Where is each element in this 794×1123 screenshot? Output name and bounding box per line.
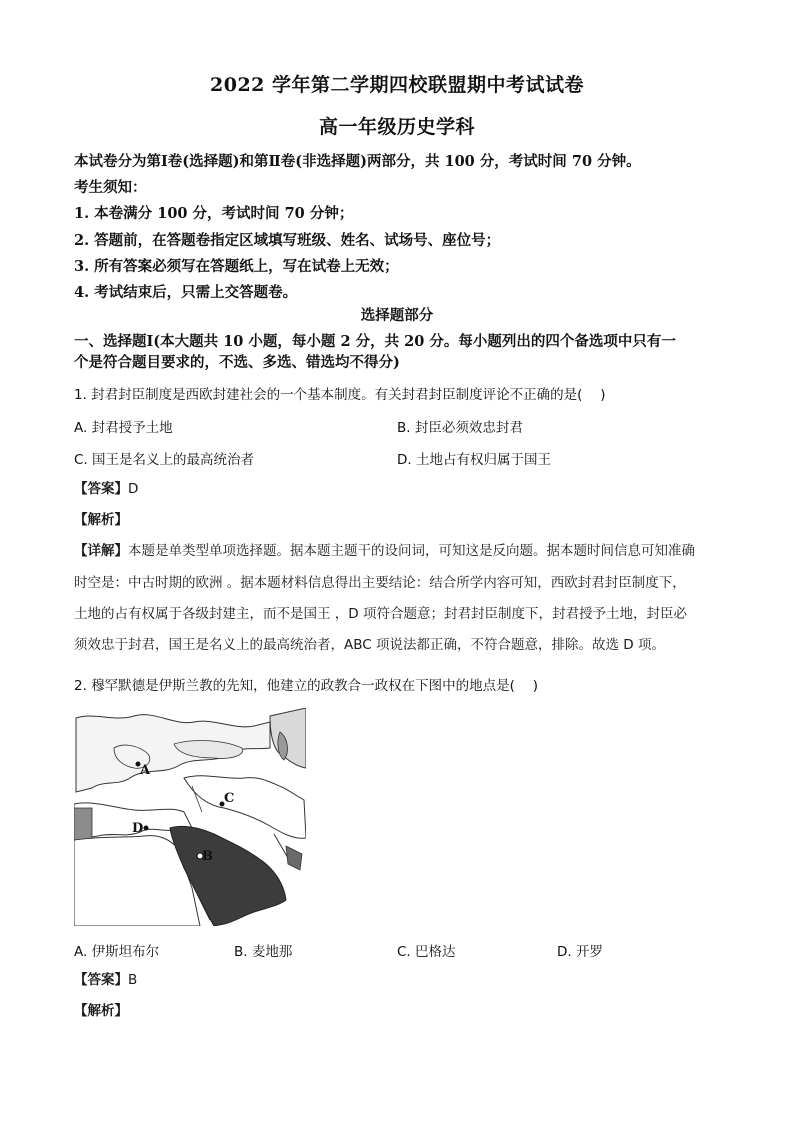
q2-option-b: B. 麦地那	[234, 944, 293, 960]
instructions-intro: 本试卷分为第Ⅰ卷(选择题)和第Ⅱ卷(非选择题)两部分，共 100 分，考试时间 70 分钟。	[74, 153, 641, 170]
q1-answer	[74, 479, 734, 499]
q1-detail	[74, 541, 734, 561]
detail-line: 土地的占有权属于各级封建主，而不是国王 ，D 项符合题意；封君封臣制度下，封君授予土地，封臣必	[74, 606, 687, 622]
detail-line: 须效忠于封君，国王是名义上的最高统治者，ABC 项说法都正确，不符合题意，排除。故选 D 项。	[74, 637, 665, 653]
detail-line: 时空是：中古时期的欧洲 。据本题材料信息得出主要结论：结合所学内容可知，西欧封君封臣制度下，	[74, 575, 686, 591]
q2-option-d: D. 开罗	[557, 944, 603, 960]
q1-option-d: D. 土地占有权归属于国王	[397, 452, 551, 468]
notice-item: 1. 本卷满分 100 分，考试时间 70 分钟；	[74, 205, 354, 222]
q1-analysis-tag: 【解析】	[74, 512, 128, 528]
q1-option-c: C. 国王是名义上的最高统治者	[74, 452, 255, 468]
answer-tag: 【答案】	[74, 972, 128, 988]
section-heading: 一、选择题Ⅰ(本大题共 10 小题，每小题 2 分，共 20 分。每小题列出的四个备选项中只有一	[74, 333, 676, 350]
notice-item: 4. 考试结束后，只需上交答题卷。	[74, 284, 298, 301]
q2-option-a: A. 伊斯坦布尔	[74, 944, 160, 960]
q1-option-a: A. 封君授予土地	[74, 420, 173, 436]
section-title: 选择题部分	[360, 307, 434, 324]
notice-item: 2. 答题前，在答题卷指定区域填写班级、姓名、试场号、座位号；	[74, 232, 501, 249]
notice-title: 考生须知：	[74, 179, 147, 196]
answer-tag: 【答案】	[74, 481, 128, 497]
question-2-stem: 2. 穆罕默德是伊斯兰教的先知，他建立的政教合一政权在下图中的地点是( )	[74, 678, 538, 694]
question-1-stem: 1. 封君封臣制度是西欧封建社会的一个基本制度。有关封君封臣制度评论不正确的是( )	[74, 387, 606, 403]
middle-east-map	[74, 708, 306, 926]
detail-tag: 【详解】	[74, 543, 128, 559]
q2-analysis-tag: 【解析】	[74, 1003, 128, 1019]
map-label-d: D	[132, 821, 144, 836]
map-label-a: A	[140, 763, 151, 778]
answer-value: B	[128, 972, 138, 988]
section-heading: 个是符合题目要求的，不选、多选、错选均不得分)	[74, 354, 400, 371]
detail-line: 本题是单类型单项选择题。据本题主题干的设问词，可知这是反向题。据本题时间信息可知准确	[128, 543, 695, 559]
exam-title: 2022 学年第二学期四校联盟期中考试试卷	[210, 74, 584, 96]
q2-option-c: C. 巴格达	[397, 944, 456, 960]
map-label-b: B	[202, 849, 213, 864]
q2-answer	[74, 970, 734, 990]
notice-item: 3. 所有答案必须写在答题纸上，写在试卷上无效；	[74, 258, 399, 275]
q1-option-b: B. 封臣必须效忠封君	[397, 420, 523, 436]
exam-subtitle: 高一年级历史学科	[318, 116, 475, 138]
answer-value: D	[128, 481, 139, 497]
map-label-c: C	[224, 791, 235, 806]
